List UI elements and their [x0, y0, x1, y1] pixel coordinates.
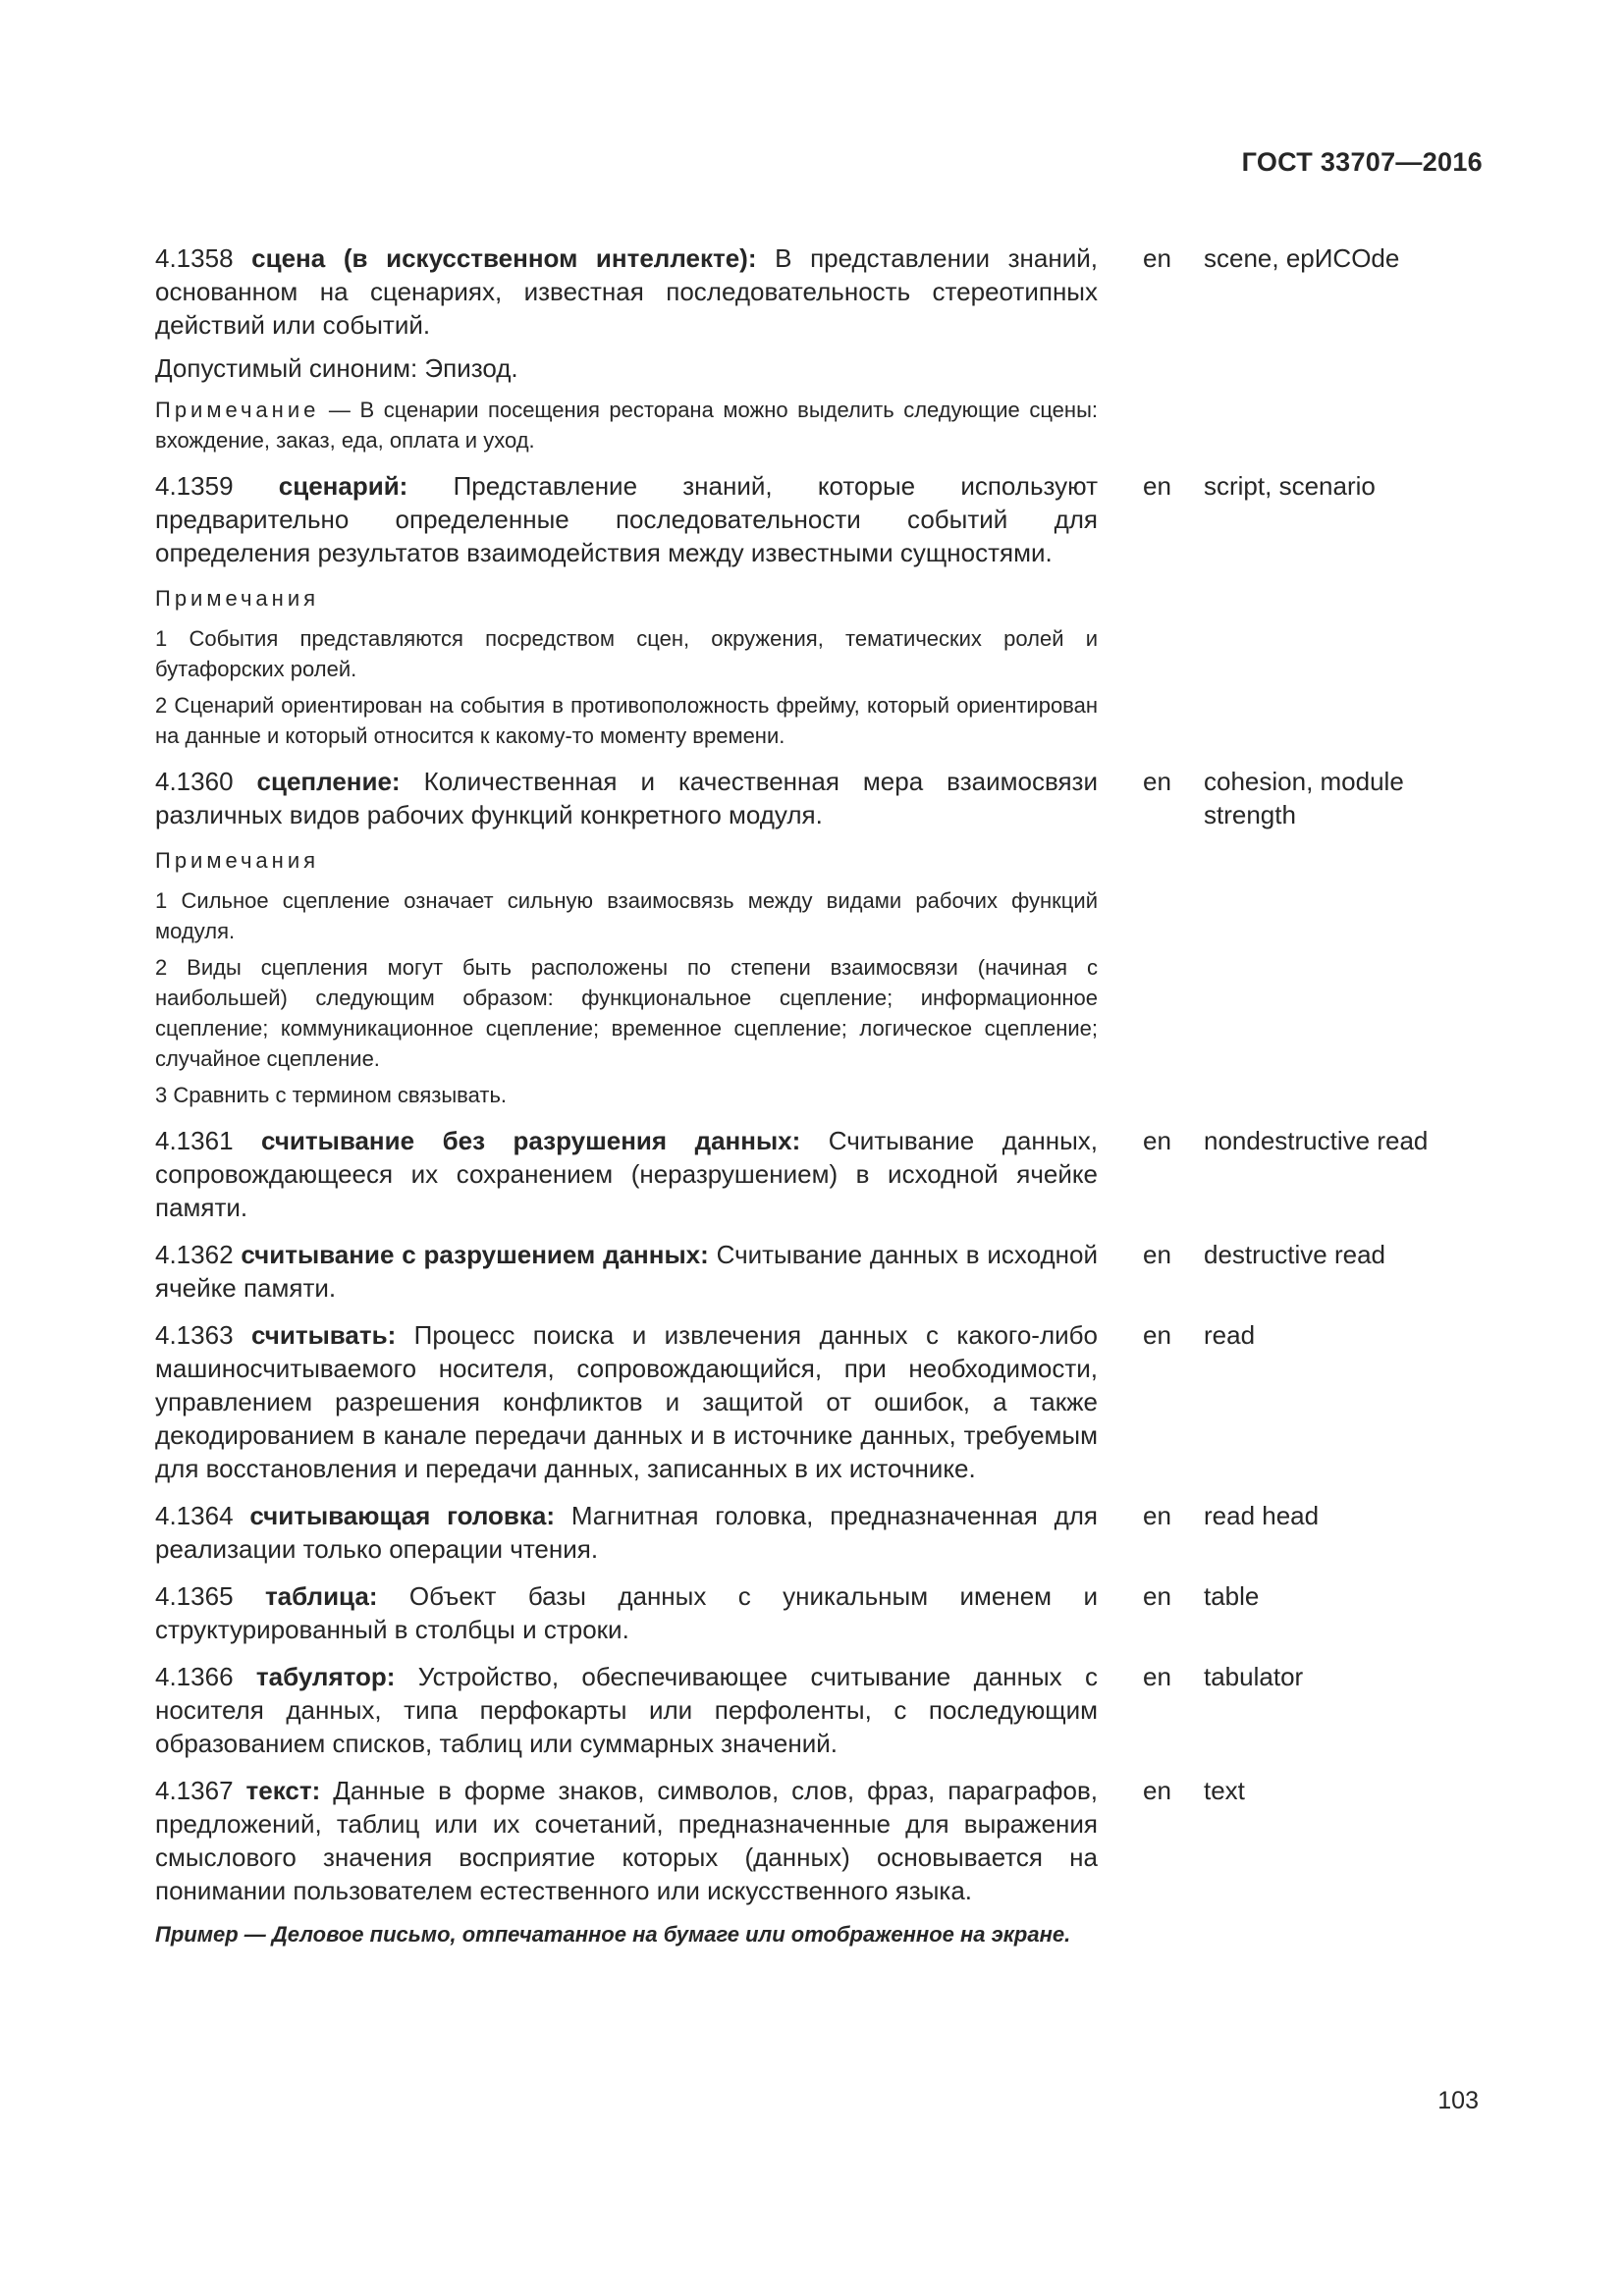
english-term: destructive read	[1204, 1240, 1385, 1269]
term-name: считывание без разрушения данных:	[261, 1126, 801, 1155]
definition-text: Объект базы данных с уникальным именем и структурированный в столбцы и строки.	[155, 1581, 1098, 1644]
definition	[155, 1124, 1098, 1224]
definition-text: Считывание данных в исходной ячейке памяти.	[155, 1240, 1098, 1303]
language-code: en	[1143, 1662, 1171, 1691]
definition-text: Считывание данных, сопровождающееся их сохранением (неразрушением) в исходной ячейке памяти.	[155, 1126, 1098, 1222]
english-term: read	[1204, 1320, 1256, 1350]
note-item: 2 Виды сцепления могут быть расположены по степени взаимосвязи (начиная с наибольшей) следующим образом: функциональное сцепление; информационное сцепление; коммуникационное сцепление; временное сцепление; логическое сцепление; случайное сцепление.	[155, 955, 1098, 1071]
english-term: nondestructive read	[1204, 1126, 1429, 1155]
term-entry-4-1361	[155, 1124, 1490, 1224]
example-text: Пример — Деловое письмо, отпечатанное на бумаге или отображенное на экране.	[155, 1922, 1071, 1947]
terms-list	[155, 241, 1490, 1963]
term-name: сцепление:	[256, 767, 401, 796]
term-name: сценарий:	[278, 471, 408, 501]
synonym: Допустимый синоним: Эпизод.	[155, 353, 518, 383]
language-code: en	[1143, 243, 1171, 273]
term-name: сцена (в искусственном интеллекте):	[251, 243, 757, 273]
note-item: 1 События представляются посредством сцен, окружения, тематических ролей и бутафорских ролей.	[155, 626, 1098, 681]
definition-text: Количественная и качественная мера взаимосвязи различных видов рабочих функций конкретного модуля.	[155, 767, 1098, 829]
english-term: script, scenario	[1204, 471, 1376, 501]
term-entry-4-1363	[155, 1318, 1490, 1485]
note-item: 2 Сценарий ориентирован на события в противоположность фрейму, который ориентирован на данные и который относится к какому-то моменту времени.	[155, 693, 1098, 748]
entry-number: 4.1360	[155, 767, 234, 796]
language-code: en	[1143, 1240, 1171, 1269]
definition-text: Магнитная головка, предназначенная для реализации только операции чтения.	[155, 1501, 1098, 1564]
entry-number: 4.1363	[155, 1320, 234, 1350]
term-name: таблица:	[264, 1581, 378, 1611]
term-name: считывающая головка:	[249, 1501, 556, 1530]
notes-heading: Примечания	[155, 848, 320, 873]
term-entry-4-1359	[155, 469, 1490, 751]
definition-text: Данные в форме знаков, символов, слов, фраз, параграфов, предложений, таблиц или их сочетаний, предназначенные для выражения смыслового значения восприятие которых (данных) основывается на понимании пользователем естественного или искусственного языка.	[155, 1776, 1098, 1905]
definition	[155, 1579, 1098, 1646]
english-term: cohesion, module strength	[1204, 767, 1404, 829]
term-name: считывать:	[250, 1320, 397, 1350]
entry-number: 4.1358	[155, 243, 234, 273]
term-name: табулятор:	[255, 1662, 396, 1691]
language-code: en	[1143, 1126, 1171, 1155]
page-number: 103	[1437, 2087, 1479, 2114]
notes-heading: Примечания	[155, 586, 320, 611]
term-name: считывание с разрушением данных:	[241, 1240, 709, 1269]
definition	[155, 1774, 1098, 1949]
term-entry-4-1367	[155, 1774, 1490, 1949]
english-term: table	[1204, 1581, 1260, 1611]
definition	[155, 469, 1098, 751]
english-term: tabulator	[1204, 1662, 1304, 1691]
english-term: text	[1204, 1776, 1245, 1805]
language-code: en	[1143, 1581, 1171, 1611]
definition-text: В представлении знаний, основанном на сценариях, известная последовательность стереотипных действий или событий.	[155, 243, 1098, 340]
definition	[155, 765, 1098, 1110]
definition-text: Представление знаний, которые используют предварительно определенные последовательности событий для определения результатов взаимодействия между известными сущностями.	[155, 471, 1098, 567]
entry-number: 4.1366	[155, 1662, 234, 1691]
language-code: en	[1143, 471, 1171, 501]
definition-text: Устройство, обеспечивающее считывание данных с носителя данных, типа перфокарты или перфоленты, с последующим образованием списков, таблиц или суммарных значений.	[155, 1662, 1098, 1758]
definition-text: Процесс поиска и извлечения данных с какого-либо машиносчитываемого носителя, сопровождающийся, при необходимости, управлением разрешения конфликтов и защитой от ошибок, а также декодированием в канале передачи данных и в источнике данных, требуемым для восстановления и передачи данных, записанных в их источнике.	[155, 1320, 1098, 1483]
note-item: 1 Сильное сцепление означает сильную взаимосвязь между видами рабочих функций модуля.	[155, 888, 1098, 943]
term-entry-4-1360	[155, 765, 1490, 1110]
term-entry-4-1366	[155, 1660, 1490, 1760]
note-label: Примечание	[155, 398, 320, 422]
entry-number: 4.1367	[155, 1776, 234, 1805]
term-entry-4-1365	[155, 1579, 1490, 1646]
definition	[155, 1318, 1098, 1485]
definition	[155, 1660, 1098, 1760]
english-term: scene, epИCOde	[1204, 243, 1400, 273]
term-entry-4-1362	[155, 1238, 1490, 1305]
entry-number: 4.1364	[155, 1501, 234, 1530]
english-term: read head	[1204, 1501, 1320, 1530]
entry-number: 4.1361	[155, 1126, 234, 1155]
document-header: ГОСТ 33707—2016	[1241, 147, 1483, 177]
definition	[155, 1499, 1098, 1566]
term-entry-4-1364	[155, 1499, 1490, 1566]
language-code: en	[1143, 1501, 1171, 1530]
language-code: en	[1143, 767, 1171, 796]
language-code: en	[1143, 1320, 1171, 1350]
definition	[155, 1238, 1098, 1305]
note-text: — В сценарии посещения ресторана можно выделить следующие сцены: вхождение, заказ, еда, оплата и уход.	[155, 398, 1098, 453]
term-name: текст:	[245, 1776, 321, 1805]
language-code: en	[1143, 1776, 1171, 1805]
definition	[155, 241, 1098, 455]
entry-number: 4.1362	[155, 1240, 234, 1269]
note-item: 3 Сравнить с термином связывать.	[155, 1083, 508, 1107]
term-entry-4-1358	[155, 241, 1490, 455]
entry-number: 4.1359	[155, 471, 234, 501]
entry-number: 4.1365	[155, 1581, 234, 1611]
